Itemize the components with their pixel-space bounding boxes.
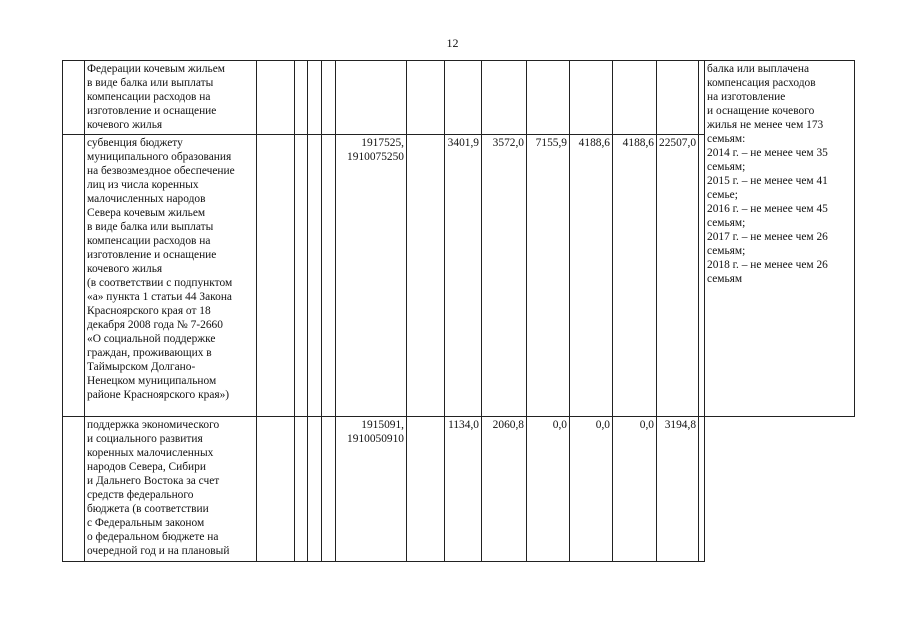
text-line: Красноярского края от 18 [87, 305, 211, 317]
text-line: и Дальнего Востока за счет [87, 475, 220, 487]
text-line: на изготовление [707, 91, 786, 103]
text-line: семьям [707, 273, 743, 285]
value-cell: 3194,8 [657, 417, 699, 562]
value-cell [482, 61, 527, 135]
empty-cell [407, 135, 445, 417]
text-line: с Федеральным законом [87, 517, 205, 529]
value-cell: 1134,0 [445, 417, 482, 562]
text-line: поддержка экономического [87, 419, 220, 431]
description-cell [85, 417, 257, 562]
text-line: на безвозмездное обеспечение [87, 165, 235, 177]
codes-cell [336, 417, 407, 562]
text-line: и социального развития [87, 433, 203, 445]
empty-cell [257, 135, 295, 417]
text-line: кочевого жилья [87, 263, 163, 275]
text-line: бюджета (в соответствии [87, 503, 209, 515]
empty-cell [407, 417, 445, 562]
empty-cell [295, 417, 308, 562]
text-line: «О социальной поддержке [87, 333, 216, 345]
text-line: изготовление и оснащение [87, 105, 217, 117]
text-line: районе Красноярского края») [87, 389, 230, 401]
text-line: 2015 г. – не менее чем 41 [707, 175, 828, 187]
text-line: «а» пункта 1 статьи 44 Закона [87, 291, 232, 303]
text-line: кочевого жилья [87, 119, 163, 131]
text-line: Федерации кочевым жильем [87, 63, 225, 75]
text-line: семьям: [707, 133, 746, 145]
text-line: 1917525, [361, 137, 404, 149]
row-index-cell [63, 417, 85, 562]
empty-cell [308, 61, 322, 135]
value-cell [527, 61, 570, 135]
empty-cell [322, 417, 336, 562]
value-cell: 7155,9 [527, 135, 570, 417]
value-cell [657, 61, 699, 135]
text-line: 1915091, [361, 419, 404, 431]
empty-cell [705, 417, 855, 562]
text-line: субвенция бюджету [87, 137, 183, 149]
empty-cell [308, 135, 322, 417]
value-cell: 3572,0 [482, 135, 527, 417]
value-cell [570, 61, 613, 135]
text-line: малочисленных народов [87, 193, 206, 205]
text-line: средств федерального [87, 489, 194, 501]
empty-cell [295, 135, 308, 417]
empty-cell [308, 417, 322, 562]
text-line: Ненецком муниципальном [87, 375, 217, 387]
value-cell: 2060,8 [482, 417, 527, 562]
empty-cell [407, 61, 445, 135]
value-cell: 0,0 [527, 417, 570, 562]
value-cell: 0,0 [570, 417, 613, 562]
text-line: семье; [707, 189, 738, 201]
text-line: народов Севера, Сибири [87, 461, 206, 473]
empty-cell [322, 61, 336, 135]
description-cell [85, 135, 257, 417]
text-line: коренных малочисленных [87, 447, 214, 459]
text-line: Таймырском Долгано- [87, 361, 196, 373]
value-cell: 3401,9 [445, 135, 482, 417]
text-line: граждан, проживающих в [87, 347, 212, 359]
empty-cell [295, 61, 308, 135]
text-line: Севера кочевым жильем [87, 207, 206, 219]
table-row [63, 61, 855, 135]
text-line: лиц из числа коренных [87, 179, 199, 191]
text-line: в виде балка или выплаты [87, 77, 214, 89]
value-cell [445, 61, 482, 135]
text-line: семьям; [707, 161, 746, 173]
budget-table [62, 60, 855, 562]
text-line: очередной год и на плановый [87, 545, 230, 557]
codes-cell [336, 135, 407, 417]
row-index-cell [63, 61, 85, 135]
text-line: 2016 г. – не менее чем 45 [707, 203, 828, 215]
row-index-cell [63, 135, 85, 417]
description-cell [85, 61, 257, 135]
text-line: балка или выплачена [707, 63, 810, 75]
value-cell: 4188,6 [613, 135, 657, 417]
table-row [63, 417, 855, 562]
text-line: (в соответствии с подпунктом [87, 277, 233, 289]
value-cell [613, 61, 657, 135]
empty-cell [699, 135, 705, 417]
text-line: компенсации расходов на [87, 91, 211, 103]
text-line: семьям; [707, 245, 746, 257]
text-line: 2017 г. – не менее чем 26 [707, 231, 828, 243]
text-line: о федеральном бюджете на [87, 531, 219, 543]
text-line: декабря 2008 года № 7-2660 [87, 319, 223, 331]
text-line: жилья не менее чем 173 [707, 119, 824, 131]
text-line: 2014 г. – не менее чем 35 [707, 147, 828, 159]
text-line: и оснащение кочевого [707, 105, 815, 117]
value-cell: 0,0 [613, 417, 657, 562]
text-line: 2018 г. – не менее чем 26 [707, 259, 828, 271]
empty-cell [322, 135, 336, 417]
text-line: компенсация расходов [707, 77, 816, 89]
text-line: в виде балка или выплаты [87, 221, 214, 233]
empty-cell [257, 417, 295, 562]
value-cell: 4188,6 [570, 135, 613, 417]
value-cell: 22507,0 [657, 135, 699, 417]
text-line: 1910075250 [347, 151, 404, 163]
text-line: изготовление и оснащение [87, 249, 217, 261]
result-cell [705, 61, 855, 417]
text-line: муниципального образования [87, 151, 232, 163]
text-line: компенсации расходов на [87, 235, 211, 247]
page-number: 12 [446, 36, 459, 50]
codes-cell [336, 61, 407, 135]
text-line: 1910050910 [347, 433, 404, 445]
empty-cell [257, 61, 295, 135]
text-line: семьям; [707, 217, 746, 229]
